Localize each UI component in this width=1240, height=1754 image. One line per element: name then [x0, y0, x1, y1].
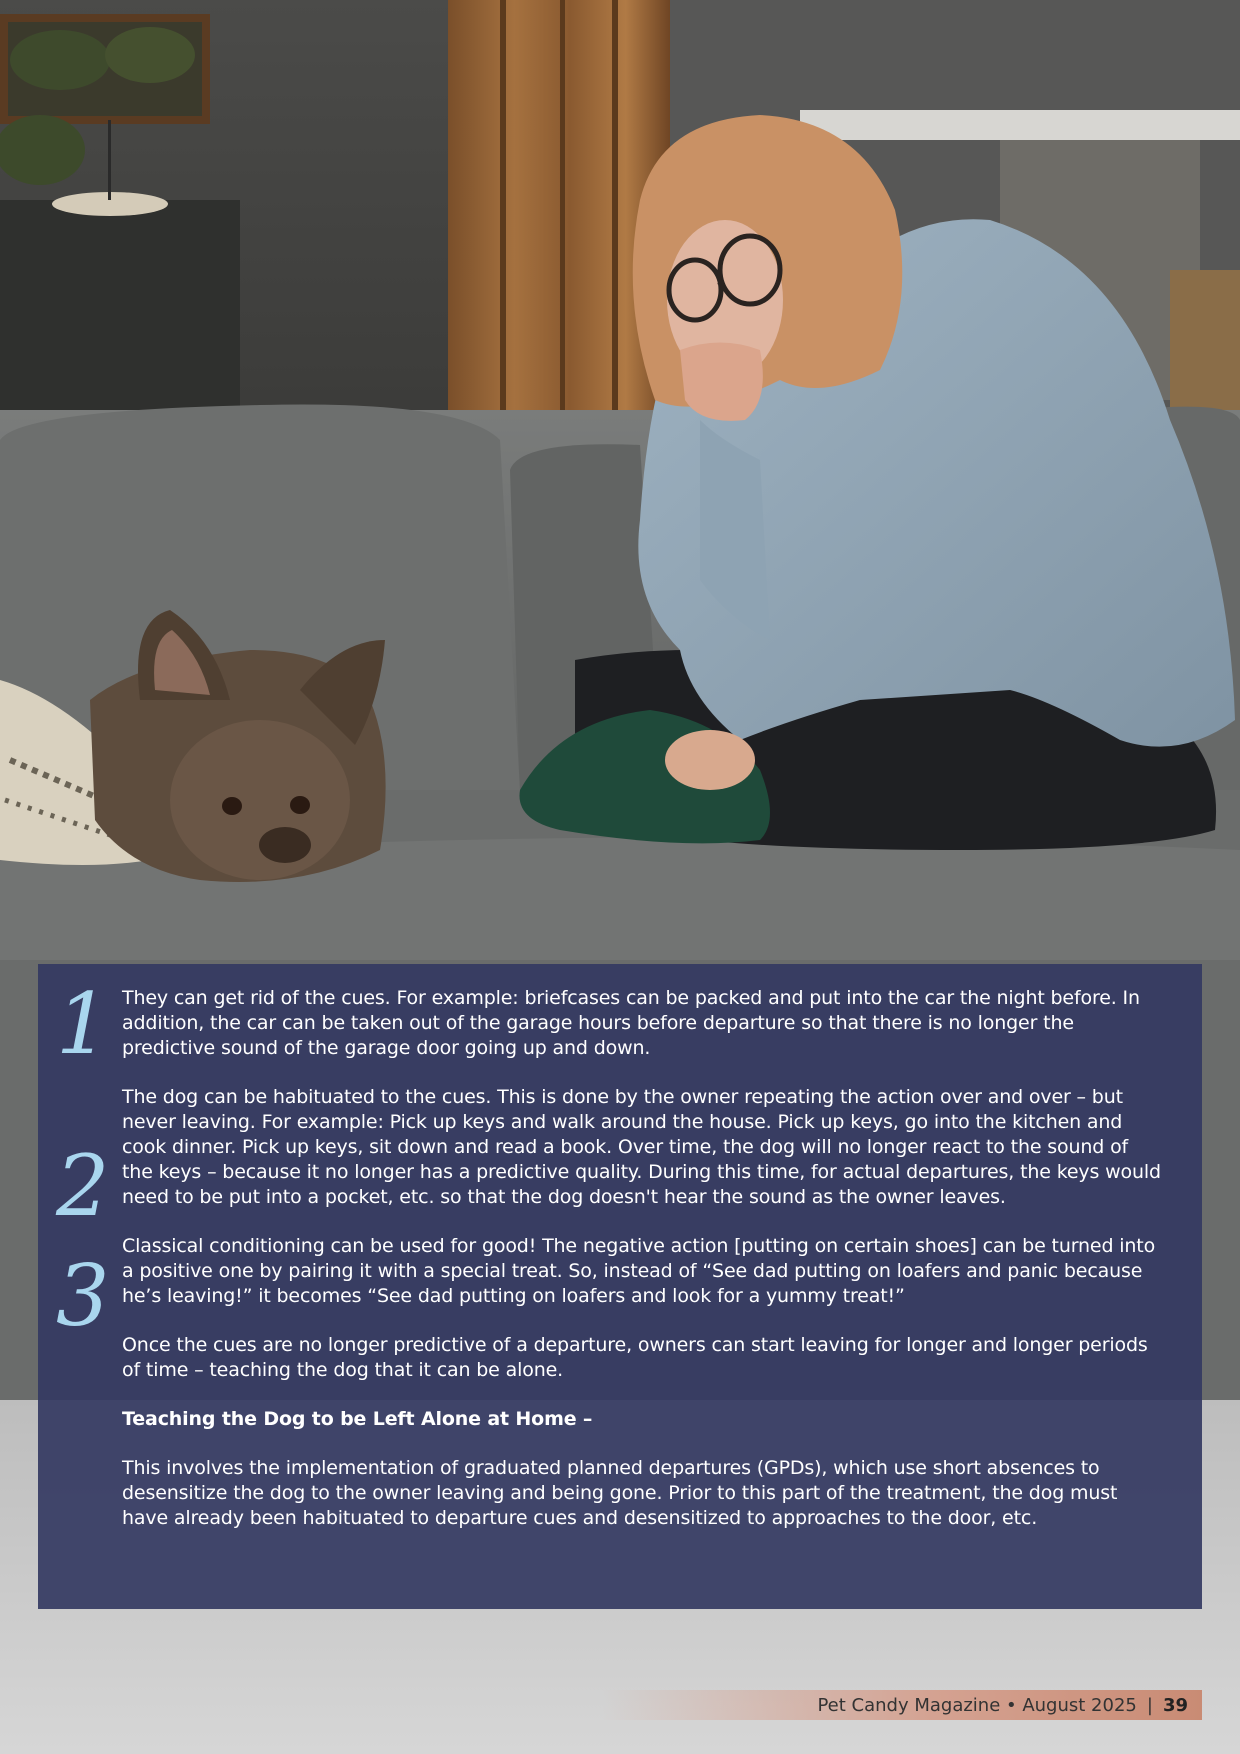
article-text-panel	[38, 964, 1202, 1609]
step-number-3: 3	[56, 1247, 110, 1345]
step-number-1: 1	[56, 975, 110, 1073]
section-heading: Teaching the Dog to be Left Alone at Home –	[122, 1408, 593, 1430]
footer-separator: |	[1146, 1694, 1153, 1716]
paragraph-get-rid-of-cues: They can get rid of the cues. For example: briefcases can be packed and put into the car the night before. In addition, the car can be taken out of the garage hours before departure so that there is no longer the predictive sound of the garage door going up and down.	[122, 987, 1140, 1059]
page-footer	[602, 1690, 1202, 1720]
paragraph-classical-conditioning: Classical conditioning can be used for good! The negative action [putting on certain shoes] can be turned into a positive one by pairing it with a special treat. So, instead of “See dad putting on loafers and panic because he’s leaving!” it becomes “See dad putting on loafers and look for a yummy treat!”	[122, 1235, 1156, 1307]
magazine-issue: Pet Candy Magazine • August 2025	[817, 1694, 1137, 1716]
paragraph-longer-departures: Once the cues are no longer predictive of a departure, owners can start leaving for longer and longer periods of time – teaching the dog that it can be alone.	[122, 1334, 1148, 1381]
step-number-2: 2	[56, 1137, 110, 1235]
page-number: 39	[1162, 1694, 1188, 1716]
paragraph-habituate-cues: The dog can be habituated to the cues. This is done by the owner repeating the action over and over – but never leaving. For example: Pick up keys and walk around the house. Pick up keys, go into the kitchen and cook dinner. Pick up keys, sit down and read a book. Over time, the dog will no longer react to the sound of the keys – because it no longer has a predictive quality. During this time, for actual departures, the keys would need to be put into a pocket, etc. so that the dog doesn't hear the sound as the owner leaves.	[122, 1086, 1161, 1208]
paragraph-graduated-departures: This involves the implementation of graduated planned departures (GPDs), which use short absences to desensitize the dog to the owner leaving and being gone. Prior to this part of the treatment, the dog must have already been habituated to departure cues and desensitized to approaches to the door, etc.	[122, 1457, 1118, 1529]
